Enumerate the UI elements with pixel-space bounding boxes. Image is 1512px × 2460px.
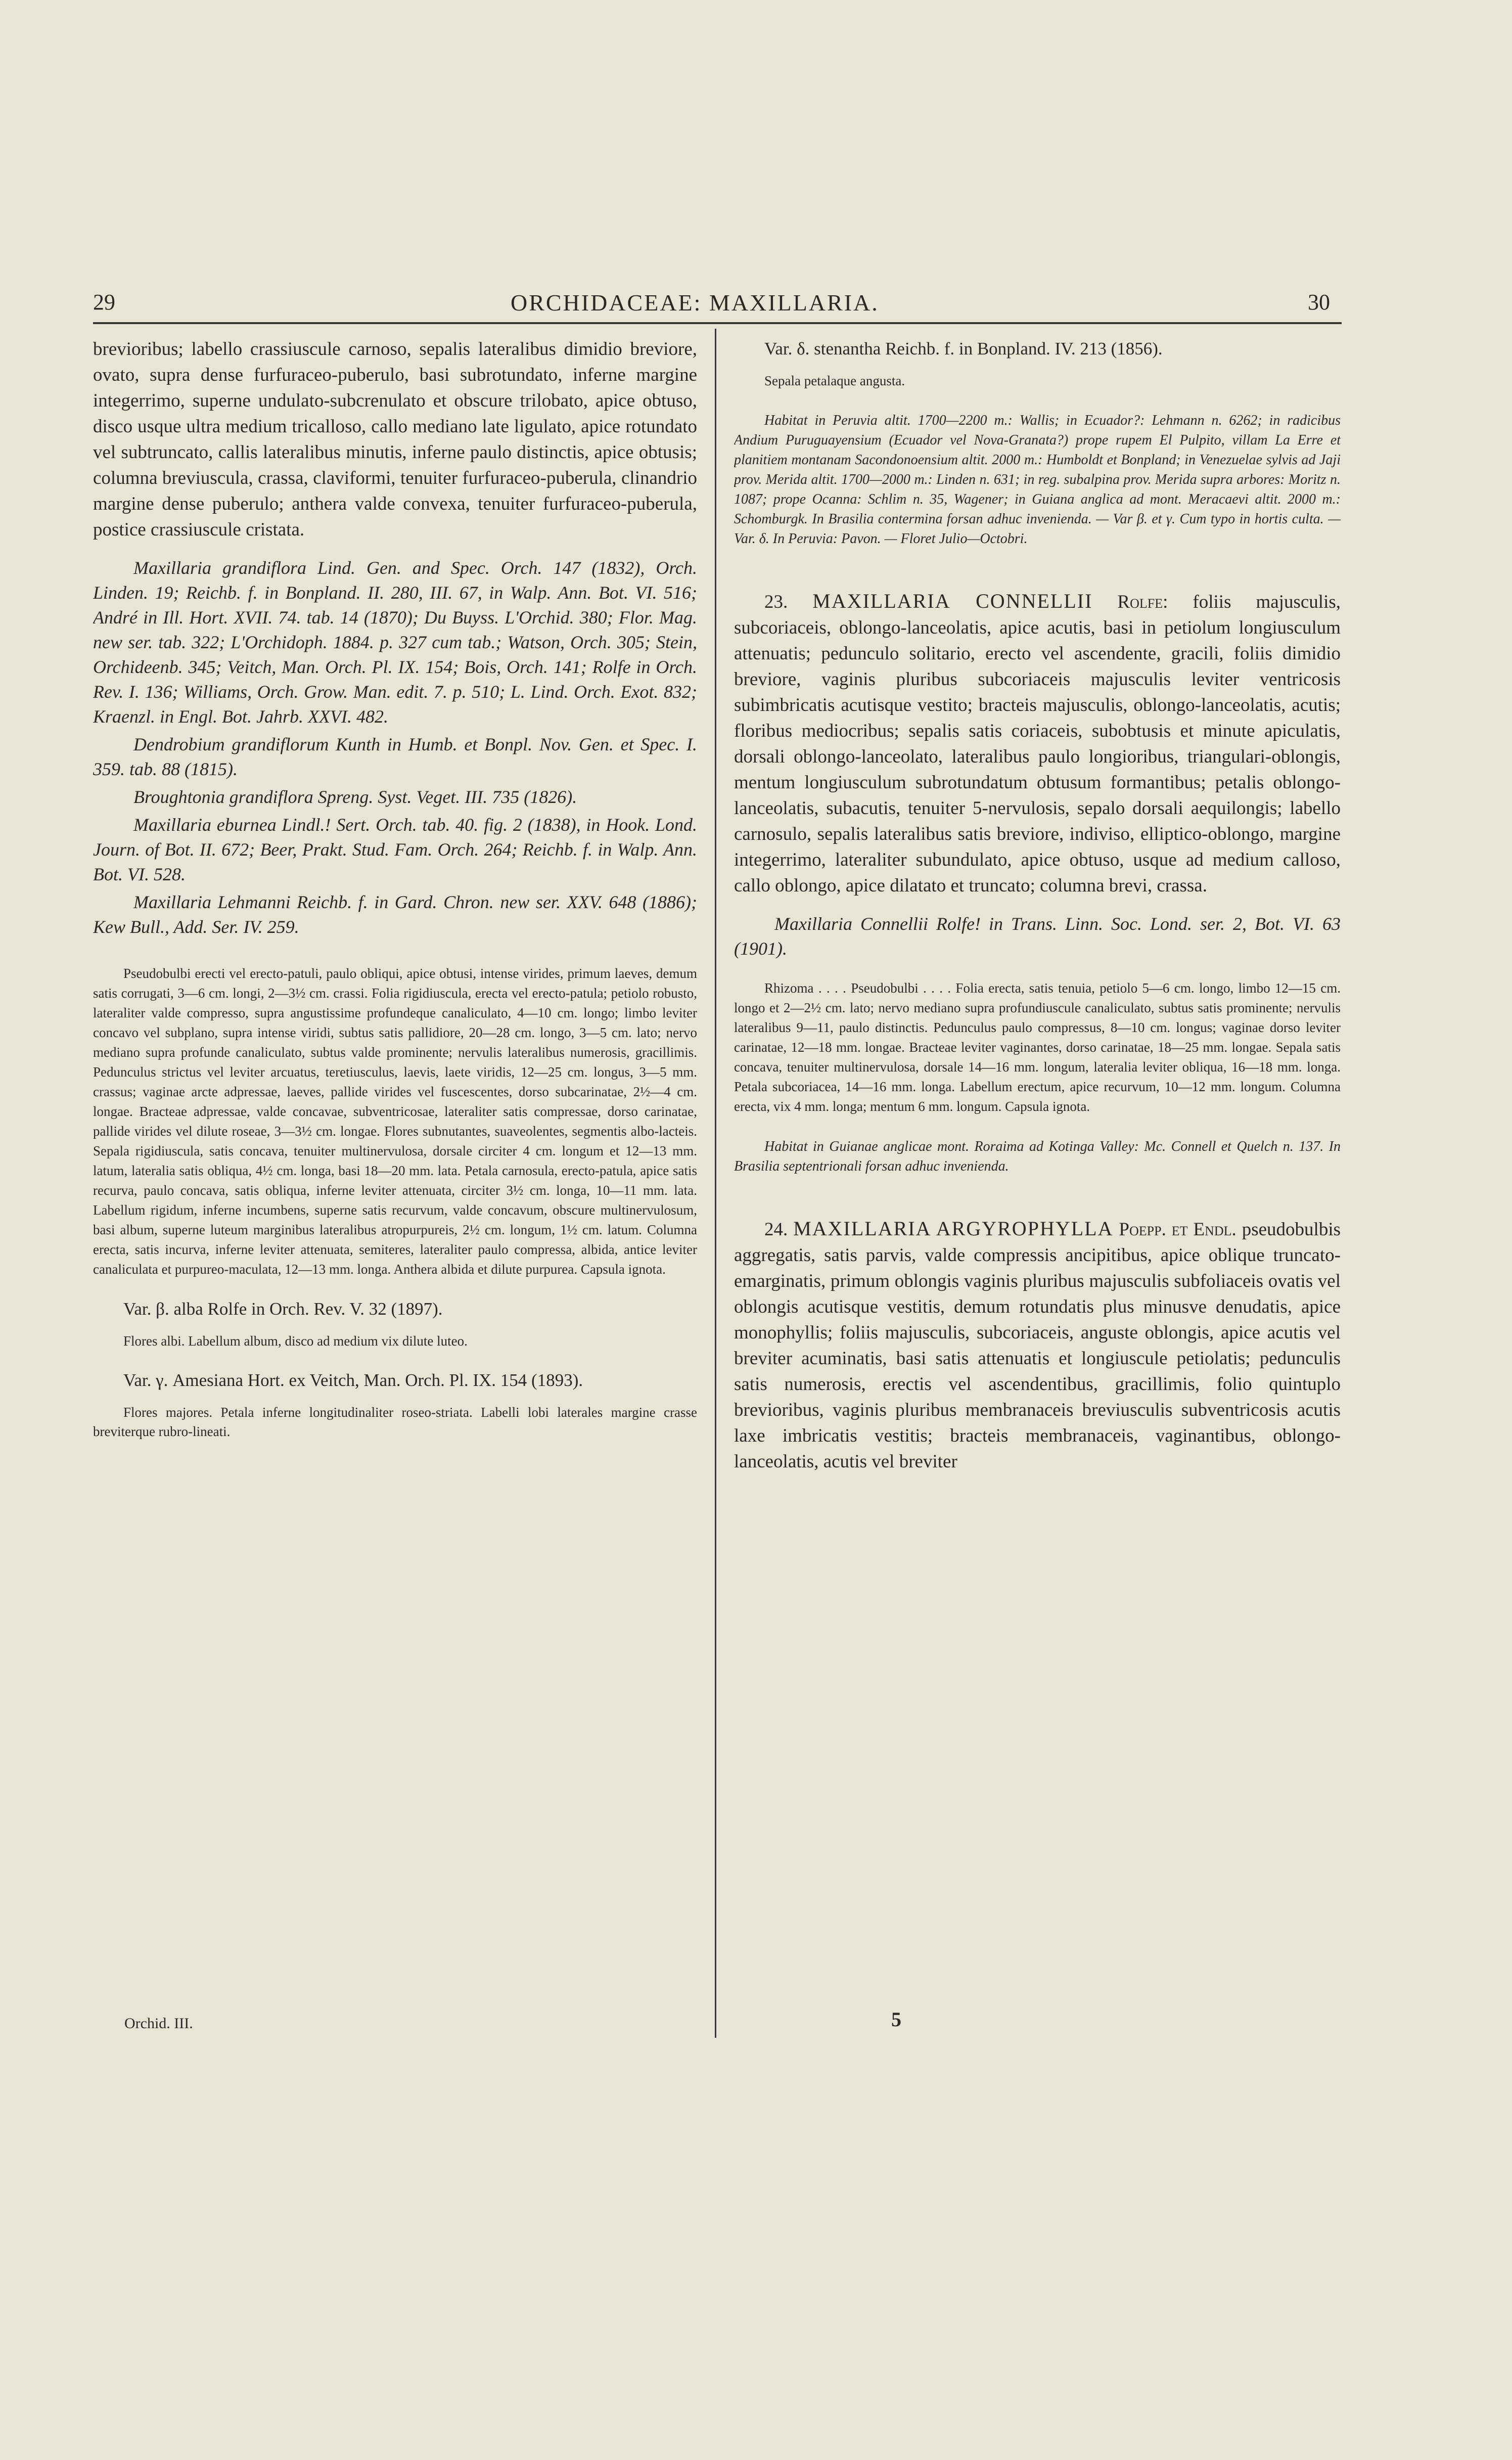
variety-beta-note: Flores albi. Labellum album, disco ad medium vix dilute luteo.: [123, 1333, 468, 1349]
citation-dendrobium-grandiflorum: Dendrobium grandiflorum Kunth in Humb. et Bonpl. Nov. Gen. et Spec. I. 359. tab. 88 (1815).: [93, 734, 697, 779]
variety-gamma-note: Flores majores. Petala inferne longitudinaliter roseo-striata. Labelli lobi laterales margine crasse breviterque rubro-lineati.: [93, 1405, 697, 1439]
footer-signature: Orchid. III.: [124, 2015, 193, 2032]
species-24-name: MAXILLARIA ARGYROPHYLLA: [793, 1217, 1114, 1240]
species-23-name: MAXILLARIA CONNELLII: [812, 590, 1093, 612]
species-23-citation: Maxillaria Connellii Rolfe! in Trans. Linn. Soc. Lond. ser. 2, Bot. VI. 63 (1901).: [734, 914, 1341, 959]
header-rule: [93, 322, 1342, 324]
right-column: [734, 336, 1341, 2040]
left-column: [93, 336, 697, 2040]
species-23-entry: [734, 588, 1341, 899]
page-number-left: 29: [93, 290, 115, 315]
variety-delta-heading: Var. δ. stenantha Reichb. f. in Bonpland. IV. 213 (1856).: [764, 339, 1163, 359]
citation-maxillaria-eburnea: Maxillaria eburnea Lindl.! Sert. Orch. tab. 40. fig. 2 (1838), in Hook. Lond. Journ. of Bot. II. 672; Beer, Prakt. Stud. Fam. Orch. 264; Reichb. f. in Walp. Ann. Bot. VI. 528.: [93, 815, 697, 884]
variety-gamma-heading: Var. γ. Amesiana Hort. ex Veitch, Man. Orch. Pl. IX. 154 (1893).: [123, 1370, 583, 1390]
running-title: ORCHIDACEAE: MAXILLARIA.: [511, 290, 879, 316]
sheet-number: 5: [891, 2008, 901, 2031]
description-continued: brevioribus; labello crassiuscule carnoso, sepalis lateralibus dimidio breviore, ovato, supra dense furfuraceo-puberulo, basi subrotundato, inferne margine integerrimo, superne undulato-subcrenulato et obscure trilobato, apice obtuso, disco usque ultra medium tricalloso, callo mediano late ligulato, apice rotundato vel subtruncato, callis lateralibus minutis, inferne paulo distinctis, apice obtusis; columna breviuscula, crassa, claviformi, tenuiter furfuraceo-puberula, clinandrio margine dense puberulo; anthera valde convexa, tenuiter furfuraceo-puberula, postice crassiuscule cristata.: [93, 339, 697, 540]
species-23-number: 23.: [764, 592, 788, 612]
variety-beta-heading: Var. β. alba Rolfe in Orch. Rev. V. 32 (1897).: [123, 1299, 443, 1319]
synonymy-citations: [93, 556, 697, 940]
species-24-number: 24.: [764, 1219, 788, 1240]
citation-broughtonia-grandiflora: Broughtonia grandiflora Spreng. Syst. Veget. III. 735 (1826).: [133, 787, 577, 807]
habitat-paragraph: Habitat in Peruvia altit. 1700—2200 m.: Wallis; in Ecuador?: Lehmann n. 6262; in radicibus Andium Puruguayensium (Ecuador vel Nova-Granata?) prope rupem El Pulpito, villam La Erre et planitiem montanam Sacondonoensium altit. 2000 m.: Humboldt et Bonpland; in Venezuelae sylvis ad Jaji prov. Merida altit. 1700—2000 m.: Linden n. 631; in reg. subalpina prov. Merida supra arbores: Moritz n. 1087; prope Ocanna: Schlim n. 35, Wagener; in Guiana anglica ad mont. Meracaevi altit. 2000 m.: Schomburgk. In Brasilia contermina forsan adhuc invenienda. — Var β. et γ. Cum typo in hortis culta. — Var. δ. In Peruvia: Pavon. — Floret Julio—Octobri.: [734, 413, 1341, 547]
detailed-description: Pseudobulbi erecti vel erecto-patuli, paulo obliqui, apice obtusi, intense virides, primum laeves, demum satis corrugati, 3—6 cm. longi, 2—3½ cm. crassi. Folia rigidiuscula, erecta vel erecto-patula; petiolo robusto, lateraliter valde compresso, supra angustissime profundeque canaliculato, 4—10 cm. longo; limbo leviter concavo vel subplano, supra intense viridi, subtus satis pallidiore, 20—28 cm. longo, 3—5 cm. lato; nervo mediano supra profunde canaliculato, subtus valde prominente; nervulis lateralibus numerosis, gracillimis. Pedunculus strictus vel leviter arcuatus, teretiusculus, laevis, laete viridis, 12—25 cm. longus, 3—5 mm. crassus; vaginae arcte adpressae, laeves, pallide virides vel fuscescentes, dorso subcarinatae, 2½—4 cm. longae. Bracteae adpressae, valde concavae, subventricosae, lateraliter satis compressae, dorso carinatae, pallide virides vel dilute roseae, 3—3½ cm. longae. Flores subnutantes, suaveolentes, segmentis albo-lacteis. Sepala rigidiuscula, satis concava, tenuiter multinervulosa, dorsale circiter 4 cm. longum et 12—13 mm. latum, lateralia satis obliqua, 4½ cm. longa, basi 18—20 mm. lata. Petala carnosula, erecto-patula, apice satis recurva, paulo concava, satis obliqua, inferne leviter attenuata, circiter 3½ cm. longa, 10—11 mm. lata. Labellum rigidum, inferne incumbens, superne satis recurvum, valde concavum, obscure multinervulosum, basi album, superne luteum marginibus lateralibus atropurpureis, 2½ cm. longum, 1½ cm. latum. Columna erecta, satis incurva, inferne leviter attenuata, semiteres, lateraliter paulo compressa, albida, antice leviter canaliculata et purpureo-maculata, 12—13 mm. longa. Anthera albida et dilute purpurea. Capsula ignota.: [93, 966, 697, 1277]
species-23-habitat: Habitat in Guianae anglicae mont. Roraima ad Kotinga Valley: Mc. Connell et Quelch n. 137. In Brasilia septentrionali forsan adhuc invenienda.: [734, 1139, 1341, 1174]
species-23-author: Rolfe: [1117, 592, 1163, 612]
variety-delta-note: Sepala petalaque angusta.: [764, 373, 905, 388]
citation-maxillaria-lehmanni: Maxillaria Lehmanni Reichb. f. in Gard. Chron. new ser. XXV. 648 (1886); Kew Bull., Add. Ser. IV. 259.: [93, 892, 697, 937]
column-divider: [715, 329, 716, 2038]
page-number-right: 30: [1308, 290, 1330, 315]
species-24-author: Poepp. et Endl.: [1119, 1219, 1236, 1240]
species-23-description: Rhizoma . . . . Pseudobulbi . . . . Folia erecta, satis tenuia, petiolo 5—6 cm. longo, limbo 12—15 cm. longo et 2—2½ cm. lato; nervo mediano supra profundiuscule canaliculato, subtus satis prominente; nervulis lateralibus 9—11, paulo distinctis. Pedunculus paulo compressus, 8—10 cm. longus; vaginae dorso leviter carinatae, 12—18 mm. longae. Bracteae leviter vaginantes, dorso carinatae, 18—25 mm. longae. Sepala satis concava, tenuiter multinervulosa, dorsale 14—16 mm. longum, lateralia leviter obliqua, 16—18 mm. longa. Petala subcoriacea, 14—16 mm. longa. Labellum erectum, apice recurvum, 10—12 mm. longum. Columna erecta, vix 4 mm. longa; mentum 6 mm. longum. Capsula ignota.: [734, 980, 1341, 1114]
species-24-diagnosis: pseudobulbis aggregatis, satis parvis, valde compressis ancipitibus, apice oblique truncato-emarginatis, primum oblongis vaginis pluribus majusculis subfoliaceis ovatis vel oblongis acutisque vestitis, demum rotundatis plus minusve denudatis, apice monophyllis; foliis majusculis, subcoriaceis, anguste oblongis, apice acutis vel breviter acuminatis, basi satis attenuatis et longiuscule petiolatis; pedunculis satis numerosis, erectis vel ascendentibus, gracillimis, folio quintuplo brevioribus, vaginis pluribus membranaceis breviusculis subventricosis acutis laxe imbricatis vestitis; bracteis membranaceis, vaginantibus, oblongo-lanceolatis, acutis vel breviter: [734, 1219, 1341, 1472]
citation-maxillaria-grandiflora: Maxillaria grandiflora Lind. Gen. and Spec. Orch. 147 (1832), Orch. Linden. 19; Reichb. f. in Bonpland. II. 280, III. 67, in Walp. Ann. Bot. VI. 516; André in Ill. Hort. XVII. 74. tab. 14 (1870); Du Buyss. L'Orchid. 380; Flor. Mag. new ser. tab. 322; L'Orchidoph. 1884. p. 327 cum tab.; Watson, Orch. 305; Stein, Orchideenb. 345; Veitch, Man. Orch. Pl. IX. 154; Bois, Orch. 141; Rolfe in Orch. Rev. I. 136; Williams, Orch. Grow. Man. edit. 7. p. 510; L. Lind. Orch. Exot. 832; Kraenzl. in Engl. Bot. Jahrb. XXVI. 482.: [93, 558, 697, 727]
species-24-entry: [734, 1216, 1341, 1474]
species-23-diagnosis: : foliis majusculis, subcoriaceis, oblongo-lanceolatis, apice acutis, basi in petiolum longiusculum attenuatis; pedunculo solitario, erecto vel ascendente, gracili, foliis dimidio breviore, vaginis pluribus subcoriaceis majusculis leviter ventricosis subimbricatis acutisque vestito; bracteis majusculis, oblongo-lanceolatis, acutis; floribus mediocribus; sepalis satis coriaceis, subobtusis et minute apiculatis, dorsali oblongo-lanceolato, lateralibus paulo longioribus, triangulari-oblongis, mentum longiusculum subrotundatum obtusum formantibus; petalis oblongo-lanceolatis, subacutis, tenuiter 5-nervulosis, sepalo dorsali aequilongis; labello carnosulo, sepalis lateralibus satis breviore, indiviso, elliptico-oblongo, margine integerrimo, lateraliter subundulato, apice obtuso, usque ad medium calloso, callo oblongo, apice dilatato et truncato; columna brevi, crassa.: [734, 592, 1341, 896]
